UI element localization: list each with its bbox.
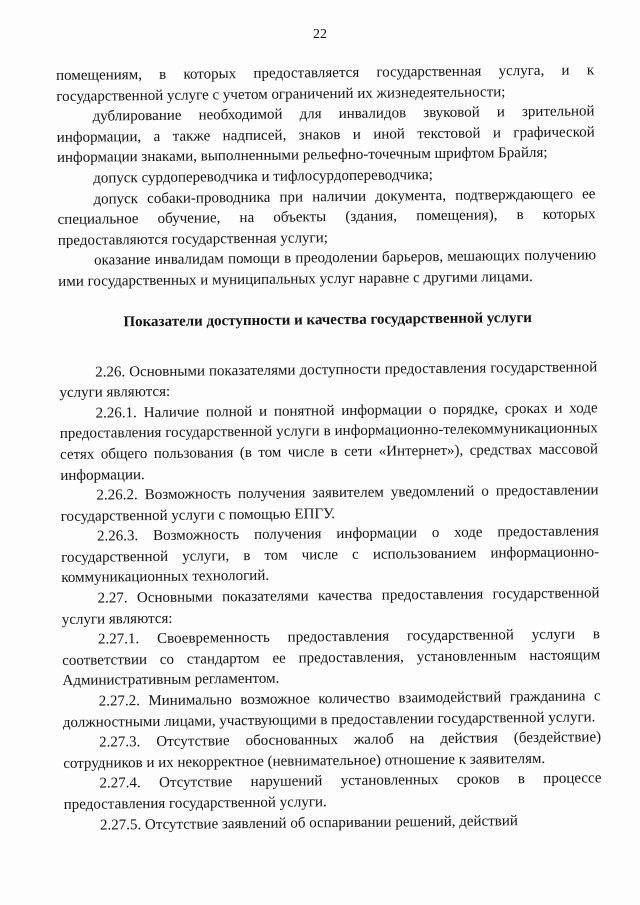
paragraph: 2.27.1. Своевременность предоставления государственной услуги в соответствии со стандартом ее предоставления, установленным настоящим Административным регламентом. bbox=[62, 626, 601, 690]
paragraph: помещениям, в которых предоставляется государственная услуга, и к государственной услуге с учетом ограничений их жизнедеятельности; bbox=[56, 62, 595, 105]
paragraph: 2.26.3. Возможность получения информации о ходе предоставления государственной услуги, в том числе с использованием информационно-коммуникационных технологий. bbox=[61, 523, 600, 587]
paragraphs-before-heading bbox=[56, 60, 596, 292]
paragraphs-after-heading bbox=[59, 357, 602, 836]
paragraph: 2.27. Основными показателями качества предоставления государственной услуги являются: bbox=[61, 585, 600, 628]
section-heading: Показатели доступности и качества государственной услуги bbox=[123, 309, 532, 330]
paragraph: 2.27.4. Отсутствие нарушений установленных сроков в процессе предоставления государственной услуги. bbox=[63, 770, 602, 813]
paragraph: допуск сурдопереводчика и тифлосурдопереводчика; bbox=[93, 167, 433, 187]
paragraph: 2.26.2. Возможность получения заявителем уведомлений о предоставлении государственной услуги с помощью ЕПГУ. bbox=[60, 482, 599, 525]
paragraph: оказание инвалидам помощи в преодолении барьеров, мешающих получению ими государственных и муниципальных услуг наравне с другими лицами. bbox=[58, 247, 597, 290]
page-number: 22 bbox=[313, 27, 327, 42]
paragraph: допуск собаки-проводника при наличии документа, подтверждающего ее специальное обучение, на объекты (здания, помещения), в которых предоставляются государственная услуги; bbox=[57, 185, 596, 249]
paragraph: 2.27.3. Отсутствие обоснованных жалоб на действия (бездействие) сотрудников и их некорректное (невнимательное) отношение к заявителям. bbox=[63, 729, 602, 772]
document-body bbox=[56, 60, 602, 836]
paragraph: 2.27.2. Минимально возможное количество взаимодействий гражданина с должностными лицами, участвующими в предоставлении государственной услуги. bbox=[62, 688, 601, 731]
paragraph: 2.26.1. Наличие полной и понятной информации о порядке, сроках и ходе предоставления государственной услуги в информационно-телекоммуникационных сетях общего пользования (в том числе в сети «Интернет»), средствах массовой информации. bbox=[59, 400, 599, 484]
paragraph: 2.27.5. Отсутствие заявлений об оспаривании решений, действий bbox=[99, 812, 518, 834]
paragraph: 2.26. Основными показателями доступности предоставления государственной услуги являются: bbox=[59, 358, 598, 402]
paragraph: дублирование необходимой для инвалидов звуковой и зрительной информации, а также надписей, знаков и иной текстовой и графической информации знаками, выполненными рельефно-точечным шрифтом Брайля; bbox=[56, 103, 595, 167]
